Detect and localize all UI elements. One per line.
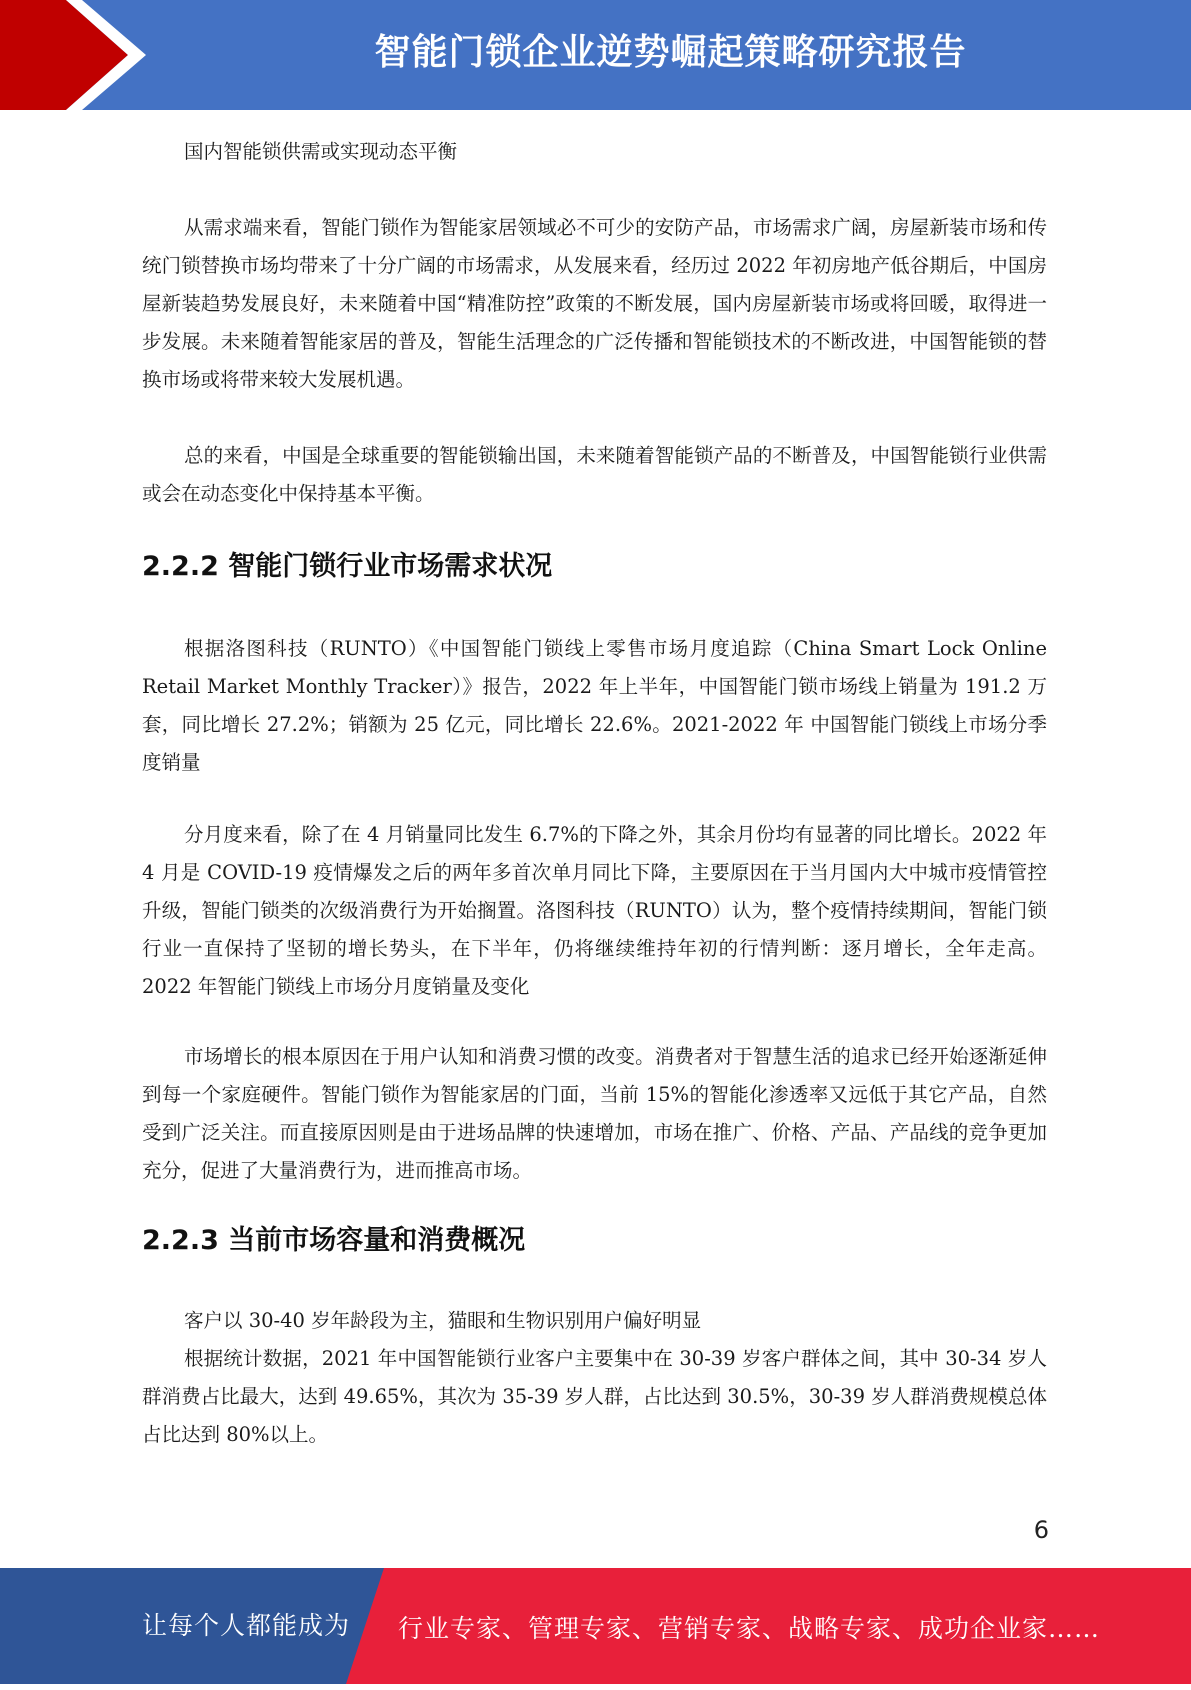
paragraph: 客户以 30-40 岁年龄段为主，猫眼和生物识别用户偏好明显 bbox=[184, 1309, 702, 1332]
report-title: 智能门锁企业逆势崛起策略研究报告 bbox=[374, 32, 967, 73]
section-heading: 2.2.3 当前市场容量和消费概况 bbox=[142, 1225, 526, 1256]
chevron-arrow-icon bbox=[0, 0, 160, 110]
paragraph: 根据统计数据，2021 年中国智能锁行业客户主要集中在 30-39 岁客户群体之间，其中 30-34 岁人群消费占比最大，达到 49.65%，其次为 35-39 岁人群，占比达到 30.5%，30-39 岁人群消费规模总体占比达到 80%以上。 bbox=[142, 1347, 1047, 1446]
paragraph: 从需求端来看，智能门锁作为智能家居领域必不可少的安防产品，市场需求广阔，房屋新装市场和传统门锁替换市场均带来了十分广阔的市场需求，从发展来看，经历过 2022 年初房地产低谷期后，中国房屋新装趋势发展良好，未来随着中国“精准防控”政策的不断发展，国内房屋新装市场或将回暖，取得进一步发展。未来随着智能家居的普及，智能生活理念的广泛传播和智能锁技术的不断改进，中国智能锁的替换市场或将带来较大发展机遇。 bbox=[142, 216, 1047, 391]
paragraph: 总的来看，中国是全球重要的智能锁输出国，未来随着智能锁产品的不断普及，中国智能锁行业供需或会在动态变化中保持基本平衡。 bbox=[142, 444, 1047, 505]
section-heading: 2.2.2 智能门锁行业市场需求状况 bbox=[142, 551, 553, 582]
paragraph: 市场增长的根本原因在于用户认知和消费习惯的改变。消费者对于智慧生活的追求已经开始逐渐延伸到每一个家庭硬件。智能门锁作为智能家居的门面，当前 15%的智能化渗透率又远低于其它产品，自然受到广泛关注。而直接原因则是由于进场品牌的快速增加，市场在推广、价格、产品、产品线的竞争更加充分，促进了大量消费行为，进而推高市场。 bbox=[142, 1045, 1047, 1182]
header-banner bbox=[0, 0, 1191, 110]
paragraph: 根据洛图科技（RUNTO）《中国智能门锁线上零售市场月度追踪（China Smart Lock Online Retail Market Monthly Tracker）》报告，2022 年上半年，中国智能门锁市场线上销量为 191.2 万套，同比增长 27.2%；销额为 25 亿元，同比增长 22.6%。2021-2022 年 中国智能门锁线上市场分季度销量 bbox=[142, 637, 1047, 774]
footer-banner bbox=[0, 1568, 1191, 1684]
page-number: 6 bbox=[1033, 1516, 1049, 1544]
paragraph: 国内智能锁供需或实现动态平衡 bbox=[184, 140, 458, 163]
paragraph: 分月度来看，除了在 4 月销量同比发生 6.7%的下降之外，其余月份均有显著的同比增长。2022 年 4 月是 COVID-19 疫情爆发之后的两年多首次单月同比下降，主要原因在于当月国内大中城市疫情管控升级，智能门锁类的次级消费行为开始搁置。洛图科技（RUNTO）认为，整个疫情持续期间，智能门锁行业一直保持了坚韧的增长势头，在下半年，仍将继续维持年初的行情判断：逐月增长，全年走高。2022 年智能门锁线上市场分月度销量及变化 bbox=[142, 823, 1047, 998]
footer-slogan-right: 行业专家、管理专家、营销专家、战略专家、成功企业家…… bbox=[398, 1614, 1101, 1643]
footer-slogan-left: 让每个人都能成为 bbox=[142, 1611, 351, 1640]
